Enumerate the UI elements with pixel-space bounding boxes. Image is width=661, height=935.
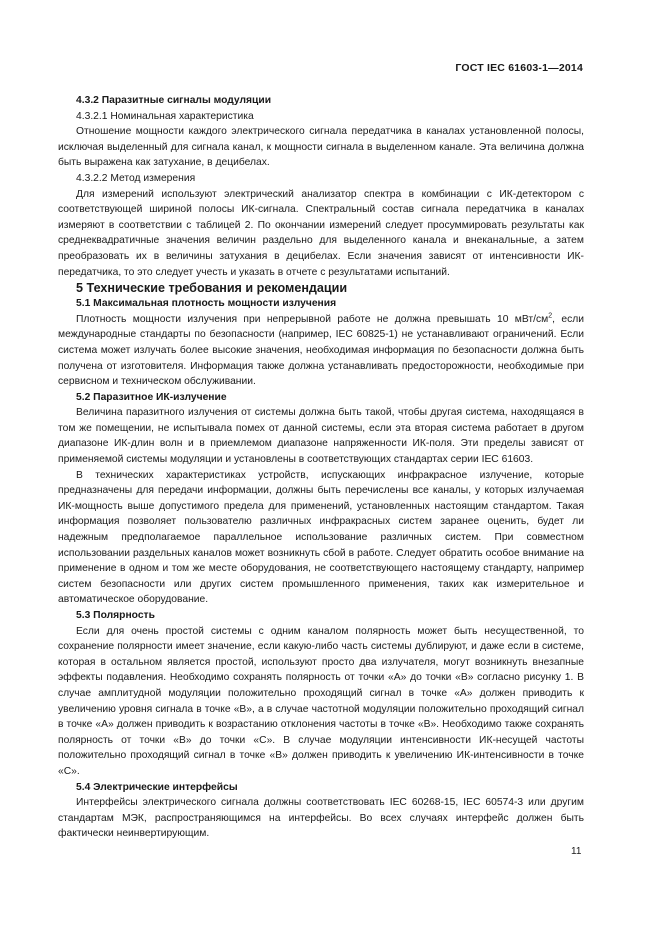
paragraph-rating: Отношение мощности каждого электрического сигнала передатчика в каналах установленной полосы, исключая выделенный для сигнала канал, к мощности сигнала в выделенном канале. Эта величина должна быть выражена как затухание, в децибелах.	[58, 126, 584, 169]
section-5-1-heading: 5.1 Максимальная плотность мощности излучения	[76, 298, 337, 310]
paragraph-spurious-2: В технических характеристиках устройств, испускающих инфракрасное излучение, которые предназначены для передачи информации, должны быть перечислены все каналы, у которых излучаемая ИК-мощность выше допустимого предела для применений, установленных настоящим стандартом. Такая информация позволяет пользователю различных инфракрасных систем заранее оценить, будет ли надежным предполагаемое параллельное использование различных систем. При совместном использовании раздельных каналов может возникнуть сбой в работе. Следует обратить особое внимание на применение в одном и том же месте оборудования, не соответствующего настоящему стандарту, например систем безопасности или других систем промышленного применения, таких как измерительное и автоматическое оборудование.	[58, 469, 584, 606]
paragraph-interfaces: Интерфейсы электрического сигнала должны соответствовать IEC 60268-15, IEC 60574-3 или другим стандартам МЭК, распространяющимся на интерфейсы. Во всех случаях интерфейс должен быть фактически неинвертирующим.	[58, 797, 584, 840]
section-5-3-heading: 5.3 Полярность	[76, 610, 155, 621]
subsection-4-3-2-1-heading: 4.3.2.1 Номинальная характеристика	[76, 110, 254, 122]
section-4-3-2-heading: 4.3.2 Паразитные сигналы модуляции	[76, 95, 272, 106]
paragraph-spurious-1: Величина паразитного излучения от системы должна быть такой, чтобы другая система, находящаяся в том же помещении, не испытывала помех от данной системы, если эта вторая система работает в другом диапазоне ИК-длин волн и в приемлемом диапазоне напряженности ИК-поля. Эти пределы зависят от применяемой системы модуляции и установлены в соответствующих стандартах серии IEC 61603.	[58, 407, 584, 466]
subsection-4-3-2-2-heading: 4.3.2.2 Метод измерения	[76, 172, 196, 184]
paragraph-power-density	[58, 312, 584, 390]
power-density-text-b: , если международные стандарты по безопасности (например, IEC 60825-1) не устанавливают ограничений. Если система может излучать более высокие значения, необходимая информация по безопасности должна быть получена от изготовителя. Информация также должна устанавливать предосторожности, необходимые при сервисном и техническом обслуживании.	[58, 313, 584, 388]
section-5-4-heading: 5.4 Электрические интерфейсы	[76, 781, 238, 793]
paragraph-polarity: Если для очень простой системы с одним каналом полярность может быть несущественной, то сохранение полярности имеет значение, если какую-либо часть системы дублируют, и даже если в системе, которая в остальном является простой, используют просто два излучателя, могут возникнуть внезапные эффекты подавления. Необходимо сохранять полярность от точки «A» до точки «B» согласно рисунку 1. В случае амплитудной модуляции положительно проходящий сигнал в точке «A» должен приводить к увеличению уровня сигнала в точке «B», а в случае частотной модуляции положительно проходящий сигнал в точке «A» должен приводить к возрастанию отклонения частоты в точке «B». Необходимо также сохранять полярность от точки «B» до точки «C». В случае модуляции интенсивности ИК-несущей частоты положительно проходящий сигнал в точке «B» должен приводить к увеличению ИК-интенсивности в точке «C».	[58, 625, 584, 777]
section-5-2-heading: 5.2 Паразитное ИК-излучение	[76, 391, 227, 403]
page-content	[58, 93, 584, 842]
section-5-heading: 5 Технические требования и рекомендации	[76, 281, 348, 296]
document-id-header: ГОСТ IEC 61603-1—2014	[455, 62, 583, 74]
power-density-text-a: Плотность мощности излучения при непрерывной работе не должна превышать 10 мВт/см	[76, 313, 549, 325]
page-number: 11	[571, 846, 582, 857]
paragraph-method: Для измерений используют электрический анализатор спектра в комбинации с ИК-детектором с соответствующей шириной полосы ИК-сигнала. Спектральный состав сигнала передатчика в каналах измеряют в соответствии с таблицей 2. По окончании измерений следует просуммировать результаты как среднеквадратичные значения величин раздельно для выделенного канала и внеканальные, а затем преобразовать их в величины затухания в децибелах. Если значения зависят от интенсивности ИК-передатчика, то это следует учесть и указать в отчете с результатами испытаний.	[58, 188, 584, 278]
superscript-2: 2	[548, 312, 553, 320]
